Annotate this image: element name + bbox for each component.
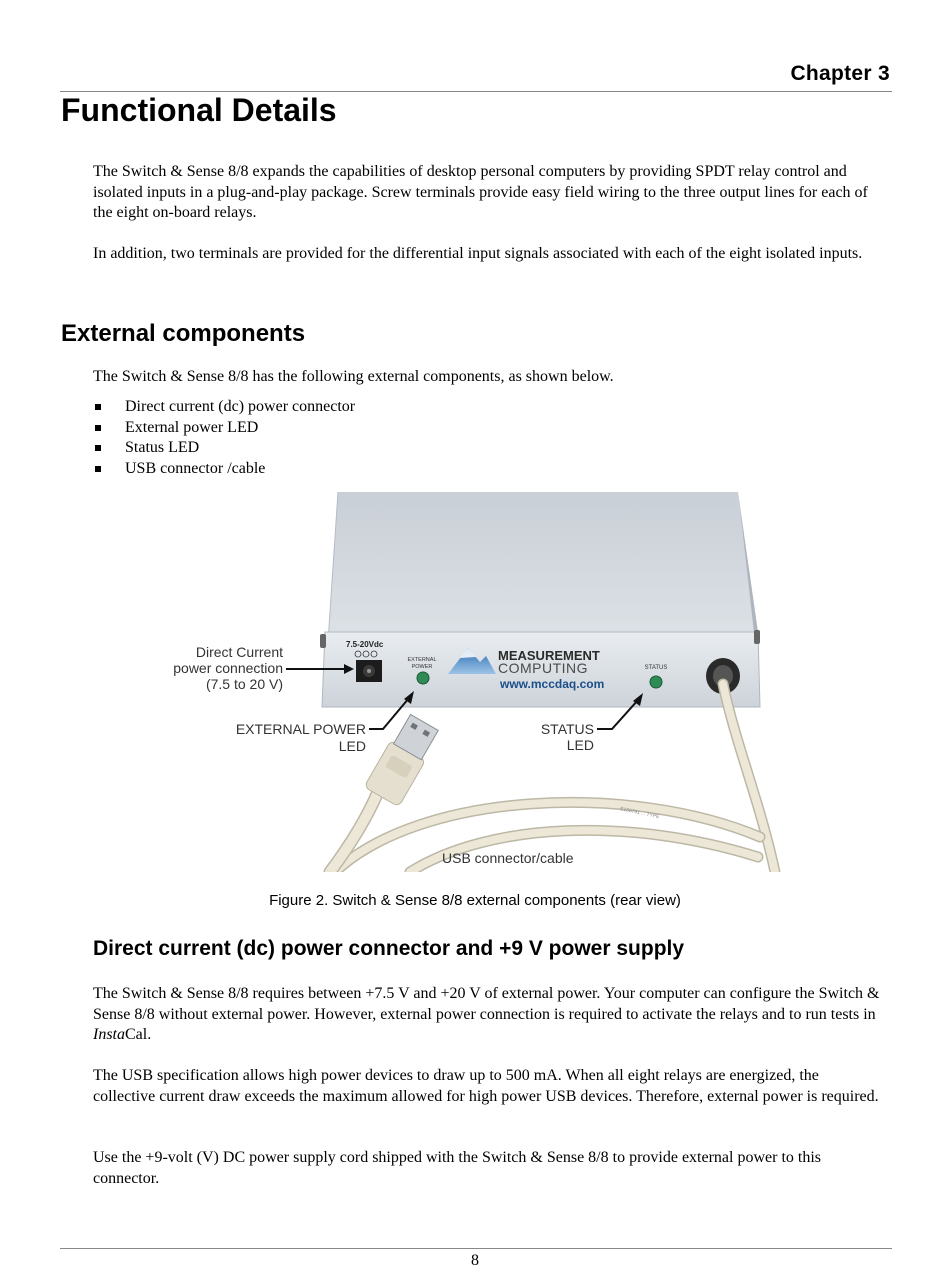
panel-ext-power-label-1: EXTERNAL bbox=[407, 657, 437, 663]
intro-paragraph-1: The Switch & Sense 8/8 expands the capabilities of desktop personal computers by providing SPDT relay control and isolated inputs in a plug-and-play package. Screw terminals provide easy field wiring to the three output lines for each of the eight on-board relays. bbox=[93, 163, 868, 221]
list-item-text: Direct current (dc) power connector bbox=[125, 398, 356, 415]
list-item bbox=[93, 438, 355, 459]
bullet-icon bbox=[95, 466, 101, 472]
status-led bbox=[650, 676, 662, 688]
callout-ext-led-line-1: EXTERNAL POWER bbox=[235, 721, 366, 737]
page-title: Functional Details bbox=[61, 92, 337, 128]
dc-paragraph-1-text: The Switch & Sense 8/8 requires between +7.5 V and +20 V of external power. Your computer can configure the Switch & Sense 8/8 without external power. However, external power connection is required to activate the relays and to run tests in bbox=[93, 985, 880, 1023]
callout-dc-line-3: (7.5 to 20 V) bbox=[205, 676, 283, 692]
panel-voltage-label: 7.5-20Vdc bbox=[346, 640, 384, 649]
callout-usb-label: USB connector/cable bbox=[442, 850, 574, 866]
callout-status-led-line-2: LED bbox=[566, 737, 594, 753]
list-item-text: USB connector /cable bbox=[125, 459, 266, 477]
section-heading-external-components: External components bbox=[61, 320, 306, 347]
external-intro-paragraph: The Switch & Sense 8/8 has the following external components, as shown below. bbox=[93, 368, 614, 385]
figure-caption: Figure 2. Switch & Sense 8/8 external components (rear view) bbox=[269, 892, 681, 909]
bullet-icon bbox=[95, 404, 101, 410]
panel-ext-power-label-2: POWER bbox=[411, 664, 433, 670]
section-heading-dc-power: Direct current (dc) power connector and +9 V power supply bbox=[93, 937, 685, 960]
chapter-label: Chapter 3 bbox=[790, 62, 890, 85]
callout-status-led-line-1: STATUS bbox=[540, 721, 594, 737]
dc-paragraph-3: Use the +9-volt (V) DC power supply cord shipped with the Switch & Sense 8/8 to provide external power to this connector. bbox=[93, 1149, 822, 1187]
cable-print-text: E166791 ... TYPE bbox=[619, 806, 660, 821]
callout-dc-line-2: power connection bbox=[173, 660, 283, 676]
intro-paragraph-2: In addition, two terminals are provided for the differential input signals associated with each of the eight isolated inputs. bbox=[93, 245, 863, 262]
list-item bbox=[93, 397, 355, 418]
brand-name-line-1: MEASUREMENT bbox=[498, 648, 600, 663]
footer-rule bbox=[60, 1248, 892, 1249]
callout-ext-led-line-2: LED bbox=[338, 738, 366, 754]
bullet-icon bbox=[95, 445, 101, 451]
dc-paragraph-1 bbox=[93, 984, 883, 1046]
component-list bbox=[93, 397, 355, 479]
device-rear-view-figure bbox=[160, 492, 785, 872]
external-power-led bbox=[417, 672, 429, 684]
list-item-text: Status LED bbox=[125, 439, 200, 456]
dc-power-jack bbox=[356, 660, 382, 682]
dc-paragraph-1-end: Cal. bbox=[125, 1026, 152, 1043]
instacal-italic-text: Insta bbox=[93, 1026, 125, 1043]
list-item-text: External power LED bbox=[125, 418, 259, 436]
panel-status-label: STATUS bbox=[644, 665, 668, 671]
dc-paragraph-2: The USB specification allows high power devices to draw up to 500 mA. When all eight relays are energized, the collective current draw exceeds the maximum allowed for high power USB devices. Therefore, external power is required. bbox=[93, 1067, 879, 1105]
brand-url: www.mccdaq.com bbox=[500, 677, 605, 691]
page-number: 8 bbox=[471, 1252, 479, 1269]
bullet-icon bbox=[95, 425, 101, 431]
callout-dc-line-1: Direct Current bbox=[195, 644, 283, 660]
usb-plug bbox=[364, 712, 442, 806]
list-item bbox=[93, 418, 355, 439]
list-item bbox=[93, 459, 355, 480]
brand-name-line-2: COMPUTING bbox=[498, 660, 589, 676]
